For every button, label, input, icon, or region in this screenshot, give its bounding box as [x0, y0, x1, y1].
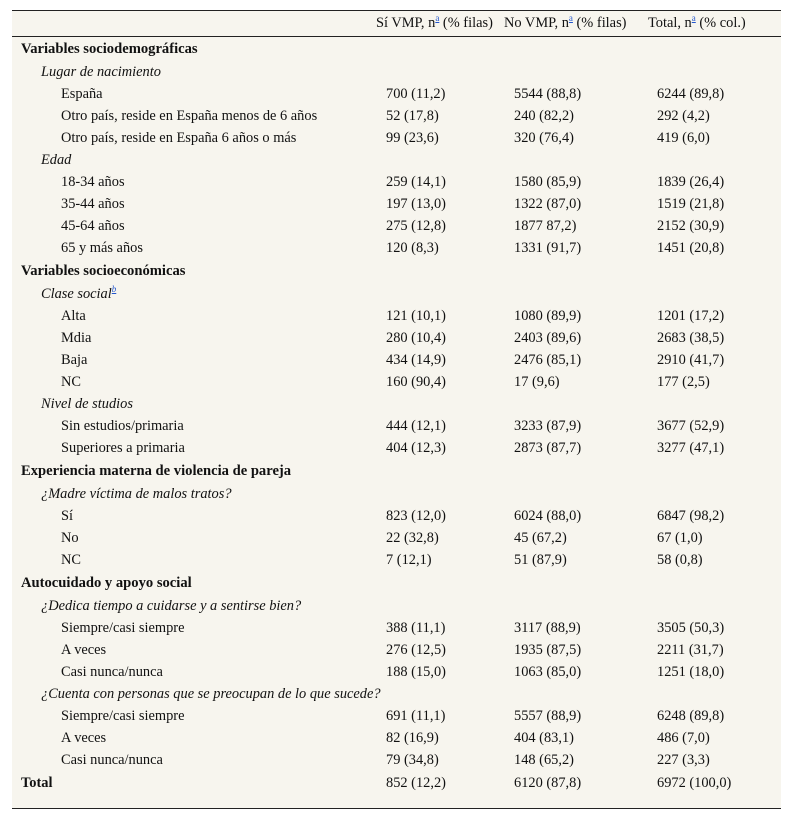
row-label: NC	[61, 551, 81, 568]
data-table-container	[12, 10, 781, 809]
subsection-row	[12, 393, 781, 415]
total-cell: 1251 (18,0)	[657, 663, 725, 680]
row-label: Sin estudios/primaria	[61, 417, 184, 434]
total-cell: 292 (4,2)	[657, 107, 710, 124]
subsection-title: ¿Madre víctima de malos tratos?	[41, 485, 232, 502]
subsection-title: Clase social$^b$	[41, 283, 117, 302]
table-row	[12, 705, 781, 727]
section-row	[12, 259, 781, 283]
si-vmp-cell: 79 (34,8)	[386, 751, 439, 768]
no-vmp-cell: 1322 (87,0)	[514, 195, 582, 212]
row-label: Superiores a primaria	[61, 439, 185, 456]
subsection-row	[12, 683, 781, 705]
subsection-title: Nivel de studios	[41, 395, 133, 412]
total-cell: 3677 (52,9)	[657, 417, 725, 434]
row-label: 35-44 años	[61, 195, 125, 212]
total-cell: 1201 (17,2)	[657, 307, 725, 324]
row-label: Otro país, reside en España 6 años o más	[61, 129, 297, 146]
total-cell: 486 (7,0)	[657, 729, 710, 746]
table-row	[12, 105, 781, 127]
row-label: Otro país, reside en España menos de 6 años	[61, 107, 318, 124]
total-cell: 67 (1,0)	[657, 529, 703, 546]
footnote-link-b[interactable]: b	[111, 283, 117, 294]
total-cell: 6847 (98,2)	[657, 507, 725, 524]
row-label: Siempre/casi siempre	[61, 707, 185, 724]
table-row	[12, 127, 781, 149]
row-label: 45-64 años	[61, 217, 125, 234]
total-cell: 1519 (21,8)	[657, 195, 725, 212]
si-vmp-cell: 197 (13,0)	[386, 195, 446, 212]
total-cell: 227 (3,3)	[657, 751, 710, 768]
row-label: No	[61, 529, 79, 546]
no-vmp-cell: 17 (9,6)	[514, 373, 560, 390]
header-no-vmp: No VMP, $n^a$ (% filas)	[504, 11, 648, 37]
si-vmp-cell: 434 (14,9)	[386, 351, 446, 368]
table-row	[12, 171, 781, 193]
no-vmp-cell: 1580 (85,9)	[514, 173, 582, 190]
no-vmp-cell: 2873 (87,7)	[514, 439, 582, 456]
no-vmp-cell: 5557 (88,9)	[514, 707, 582, 724]
no-vmp-cell: 3117 (88,9)	[514, 619, 581, 636]
table-row	[12, 305, 781, 327]
subsection-row	[12, 283, 781, 305]
total-cell: 2910 (41,7)	[657, 351, 725, 368]
no-vmp-cell: 2403 (89,6)	[514, 329, 582, 346]
no-vmp-cell: 2476 (85,1)	[514, 351, 582, 368]
row-label: Baja	[61, 351, 88, 368]
row-label: Siempre/casi siempre	[61, 619, 185, 636]
no-vmp-cell: 5544 (88,8)	[514, 85, 582, 102]
si-vmp-cell: 82 (16,9)	[386, 729, 439, 746]
row-label: A veces	[61, 641, 107, 658]
total-cell: 177 (2,5)	[657, 373, 710, 390]
table-row	[12, 83, 781, 105]
table-row	[12, 215, 781, 237]
no-vmp-cell: 404 (83,1)	[514, 729, 574, 746]
subsection-title: Lugar de nacimiento	[41, 63, 161, 80]
footnote-link-a[interactable]: a	[435, 13, 440, 24]
subsection-row	[12, 483, 781, 505]
data-table	[12, 11, 781, 795]
si-vmp-cell: 388 (11,1)	[386, 619, 446, 636]
header-total: Total, $n^a$ (% col.)	[648, 11, 781, 37]
section-title: Variables sociodemográficas	[21, 40, 198, 57]
subsection-title: ¿Dedica tiempo a cuidarse y a sentirse bien?	[41, 597, 302, 614]
total-cell: 6248 (89,8)	[657, 707, 725, 724]
si-vmp-cell: 700 (11,2)	[386, 85, 446, 102]
table-row	[12, 505, 781, 527]
section-row	[12, 37, 781, 62]
subsection-title: Edad	[41, 151, 72, 168]
no-vmp-cell: 3233 (87,9)	[514, 417, 582, 434]
total-row	[12, 771, 781, 795]
si-vmp-cell: 7 (12,1)	[386, 551, 432, 568]
si-vmp-cell: 160 (90,4)	[386, 373, 446, 390]
section-title: Autocuidado y apoyo social	[21, 574, 192, 591]
si-vmp-cell: 444 (12,1)	[386, 417, 446, 434]
si-vmp-cell: 121 (10,1)	[386, 307, 446, 324]
section-title: Variables socioeconómicas	[21, 262, 186, 279]
row-label: España	[61, 85, 103, 102]
row-label: Alta	[61, 307, 86, 324]
table-row	[12, 727, 781, 749]
table-row	[12, 371, 781, 393]
row-label: 18-34 años	[61, 173, 125, 190]
table-row	[12, 415, 781, 437]
table-row	[12, 527, 781, 549]
subsection-row	[12, 595, 781, 617]
si-vmp-cell: 52 (17,8)	[386, 107, 439, 124]
total-cell: 6972 (100,0)	[657, 774, 732, 791]
total-label: Total	[21, 774, 53, 791]
section-row	[12, 459, 781, 483]
total-cell: 3277 (47,1)	[657, 439, 725, 456]
no-vmp-cell: 1063 (85,0)	[514, 663, 582, 680]
si-vmp-cell: 852 (12,2)	[386, 774, 446, 791]
subsection-title: ¿Cuenta con personas que se preocupan de lo que sucede?	[41, 685, 381, 702]
si-vmp-cell: 188 (15,0)	[386, 663, 446, 680]
table-row	[12, 437, 781, 459]
si-vmp-cell: 823 (12,0)	[386, 507, 446, 524]
no-vmp-cell: 240 (82,2)	[514, 107, 574, 124]
no-vmp-cell: 1935 (87,5)	[514, 641, 582, 658]
no-vmp-cell: 51 (87,9)	[514, 551, 567, 568]
si-vmp-cell: 99 (23,6)	[386, 129, 439, 146]
table-row	[12, 237, 781, 259]
total-cell: 6244 (89,8)	[657, 85, 725, 102]
row-label: A veces	[61, 729, 107, 746]
table-row	[12, 639, 781, 661]
header-label-cell	[12, 11, 376, 37]
no-vmp-cell: 1331 (91,7)	[514, 239, 582, 256]
total-cell: 2683 (38,5)	[657, 329, 725, 346]
si-vmp-cell: 22 (32,8)	[386, 529, 439, 546]
row-label: Casi nunca/nunca	[61, 663, 163, 680]
total-cell: 58 (0,8)	[657, 551, 703, 568]
no-vmp-cell: 1877 87,2)	[514, 217, 577, 234]
subsection-row	[12, 61, 781, 83]
row-label: NC	[61, 373, 81, 390]
header-row	[12, 11, 781, 37]
section-title: Experiencia materna de violencia de pareja	[21, 462, 292, 479]
row-label: Casi nunca/nunca	[61, 751, 163, 768]
table-row	[12, 749, 781, 771]
total-cell: 2152 (30,9)	[657, 217, 725, 234]
si-vmp-cell: 404 (12,3)	[386, 439, 446, 456]
total-cell: 2211 (31,7)	[657, 641, 724, 658]
footnote-link-a[interactable]: a	[691, 13, 696, 24]
total-cell: 1839 (26,4)	[657, 173, 725, 190]
si-vmp-cell: 276 (12,5)	[386, 641, 446, 658]
table-row	[12, 327, 781, 349]
table-row	[12, 349, 781, 371]
table-row	[12, 193, 781, 215]
total-cell: 1451 (20,8)	[657, 239, 725, 256]
no-vmp-cell: 320 (76,4)	[514, 129, 574, 146]
no-vmp-cell: 6024 (88,0)	[514, 507, 582, 524]
section-row	[12, 571, 781, 595]
si-vmp-cell: 280 (10,4)	[386, 329, 446, 346]
total-cell: 3505 (50,3)	[657, 619, 725, 636]
si-vmp-cell: 691 (11,1)	[386, 707, 446, 724]
header-si-vmp: Sí VMP, $n^a$ (% filas)	[376, 11, 504, 37]
table-row	[12, 549, 781, 571]
si-vmp-cell: 275 (12,8)	[386, 217, 446, 234]
total-cell: 419 (6,0)	[657, 129, 710, 146]
row-label: Mdia	[61, 329, 92, 346]
table-row	[12, 617, 781, 639]
si-vmp-cell: 120 (8,3)	[386, 239, 439, 256]
subsection-row	[12, 149, 781, 171]
no-vmp-cell: 148 (65,2)	[514, 751, 574, 768]
row-label: 65 y más años	[61, 239, 143, 256]
footnote-link-a[interactable]: a	[568, 13, 573, 24]
table-row	[12, 661, 781, 683]
si-vmp-cell: 259 (14,1)	[386, 173, 446, 190]
no-vmp-cell: 45 (67,2)	[514, 529, 567, 546]
no-vmp-cell: 1080 (89,9)	[514, 307, 582, 324]
no-vmp-cell: 6120 (87,8)	[514, 774, 582, 791]
row-label: Sí	[61, 507, 74, 524]
